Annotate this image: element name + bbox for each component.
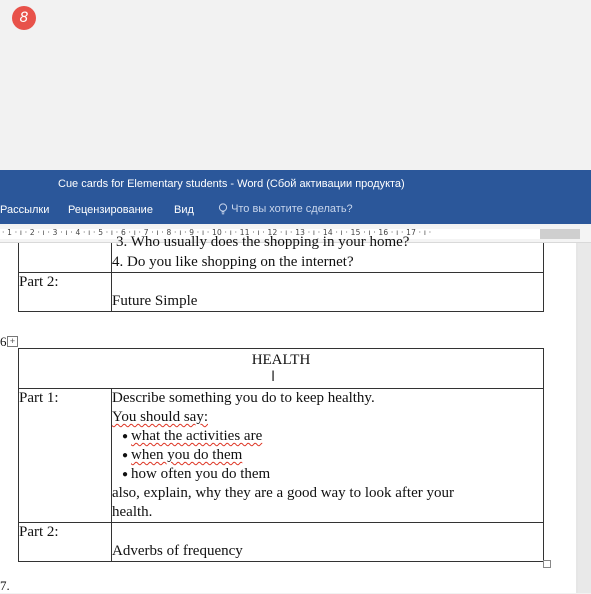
health-part2-topic-cell (112, 523, 544, 562)
vertical-scrollbar[interactable] (578, 243, 591, 593)
health-part2-label: Part 2: (19, 524, 59, 540)
tab-view[interactable]: Вид (174, 204, 194, 216)
tell-me-placeholder: Что вы хотите сделать? (231, 203, 353, 215)
closing-line-1: also, explain, why they are a good way to look after your (112, 485, 454, 501)
clipped-question-line: 3. Who usually does the shopping in your home? (116, 234, 410, 250)
title-bar (0, 170, 591, 198)
desktop-area (0, 0, 591, 170)
health-card-table (18, 348, 544, 562)
bullet-text-1: what the activities are (131, 428, 263, 444)
ruler-ticks: · 1 · ı · 2 · ı · 3 · ı · 4 · ı · 5 · ı · 6 · ı · 7 · ı · 8 · ı · 9 · ı · 10 · ı · 11 · ı · 12 · ı · 13 · ı · 14 · ı · 15 · ı · 16 · ı · 17 · ı · (2, 228, 432, 237)
paragraph-number-6: 6 (0, 334, 7, 349)
ribbon-tabs (0, 198, 591, 224)
health-part2-label-cell (19, 523, 112, 562)
part2-label: Part 2: (19, 274, 59, 290)
bullet-item-3: ● how often you do them (122, 466, 271, 482)
table-resize-handle[interactable] (543, 560, 551, 568)
part1-label: Part 1: (19, 390, 59, 406)
window-title: Cue cards for Elementary students - Word (Сбой активации продукта) (58, 178, 405, 190)
part2-label-cell (19, 273, 112, 312)
bullet-text-2: when you do them (131, 447, 243, 463)
health-part2-topic: Adverbs of frequency (112, 543, 243, 559)
part1-line-1: Describe something you do to keep healthy. (112, 390, 375, 406)
app-badge-icon[interactable]: 8 (12, 6, 36, 30)
tell-me-search[interactable] (218, 203, 353, 215)
tab-mailings[interactable]: Рассылки (0, 204, 50, 216)
part1-label-cell (19, 389, 112, 523)
table-move-handle-icon[interactable]: + (7, 336, 18, 347)
bullet-item-1: ● what the activities are (122, 428, 263, 444)
part2-topic: Future Simple (112, 293, 198, 309)
health-title-cell (19, 349, 544, 389)
prev-card-label-cell (19, 243, 112, 273)
bullet-text-3: how often you do them (131, 466, 271, 482)
closing-line-2: health. (112, 504, 153, 520)
ruler-margin (540, 229, 580, 239)
paragraph-number-7: 7. (0, 578, 10, 593)
health-title: HEALTH (251, 352, 311, 368)
part1-content-cell (112, 389, 544, 523)
part1-line-2: You should say: (112, 409, 208, 425)
bullet-item-2: ● when you do them (122, 447, 243, 463)
tab-review[interactable]: Рецензирование (68, 204, 153, 216)
text-cursor-icon: I (271, 369, 276, 385)
lightbulb-icon (218, 203, 228, 215)
part2-topic-cell (112, 273, 544, 312)
question-4: 4. Do you like shopping on the internet? (112, 254, 354, 270)
